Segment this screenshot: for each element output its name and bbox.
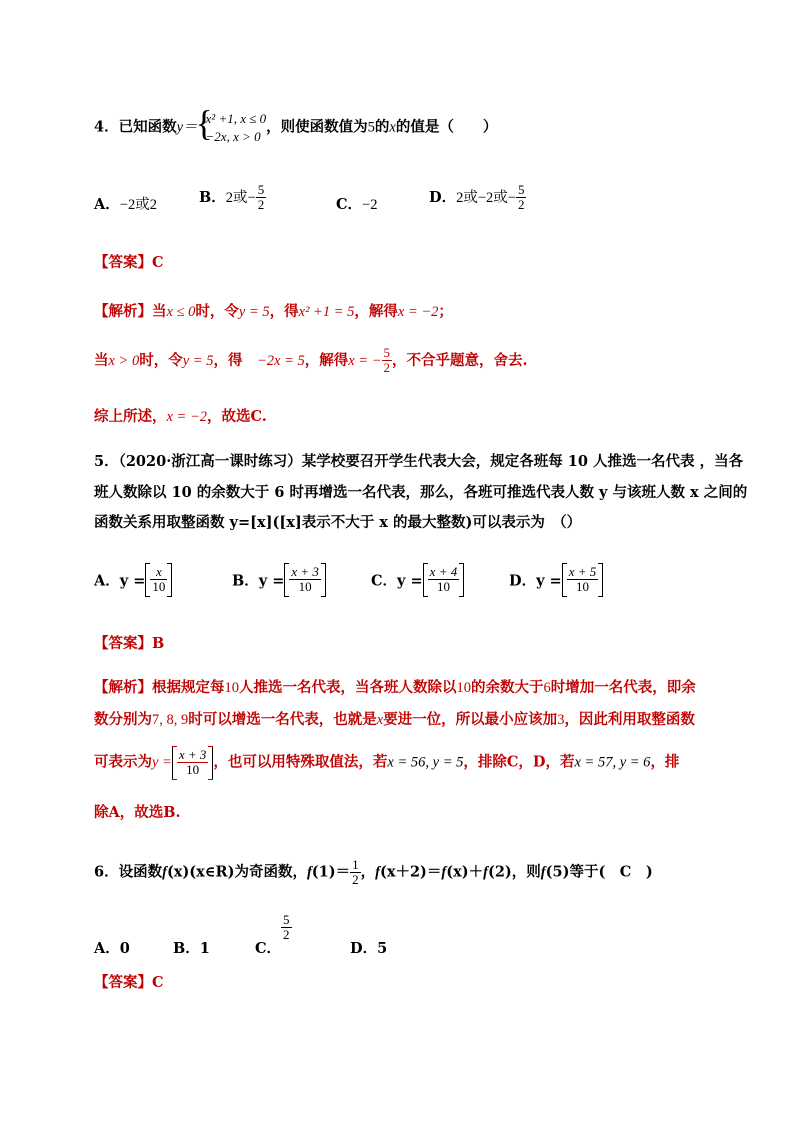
t: ，排 [650,753,680,771]
m: f [483,864,488,881]
n: 10 [456,680,471,696]
q4-option-b-value: 2或− [225,189,256,206]
q5-option-a-label: A．y = [94,572,146,590]
q4-expl-frac [382,346,393,376]
q6-half-num: 1 [352,857,359,872]
q4-option-d-value: 2或−2或− [456,189,516,206]
q4-answer: 【答案】C [94,254,164,271]
t: ，排除C，D，若 [463,753,575,771]
q5-option-c-label: C．y = [371,572,423,590]
q4-option-a-label: A． [94,196,120,213]
q4-piecewise [198,110,267,145]
q5-explanation-2 [94,713,695,728]
q5-option-a-num: x [150,565,167,580]
q4-five: 5 [367,119,375,136]
q5-option-b-label: B．y = [232,572,285,590]
t: 当 [152,303,167,320]
t: (x＋2)＝ [379,863,442,881]
m: x = −2 [397,304,439,320]
m: x > 0 [108,352,140,369]
q5-stem-line2: 班人数除以 10 的余数大于 6 时再增选一名代表，那么，各班可推选代表人数 y 与该班人数 x 之间的 [94,484,748,501]
q4-option-b [199,183,266,213]
q4-explanation-3 [94,410,267,425]
q4-frac-den-d: 2 [517,197,525,213]
m: x [376,712,384,728]
t: 根据规定每 [152,679,225,696]
q4-piece1: { x² +1, x ≤ 0 [205,111,267,126]
q6-option-d: D．5 [350,940,388,957]
t: 可表示为 [94,753,152,771]
q5-option-b [232,563,326,597]
t: 当 [94,351,109,369]
q5-option-b-den: 10 [298,579,312,595]
m: f [306,864,312,881]
m: x = 56, y = 5 [387,754,464,771]
q5-option-d-num: x + 5 [568,564,597,579]
n: 10 [224,680,239,696]
q5-option-a [94,563,172,597]
m: f [162,864,167,881]
q4-explanation-2 [94,346,528,376]
q4-stem [94,110,497,145]
q4-option-a-value: −2或2 [119,197,157,213]
q6-stem [94,858,653,888]
t: 数分别为 [94,711,152,728]
q6-half [350,858,361,888]
t: ； [438,303,453,320]
m: −2x = 5 [256,352,305,369]
t: ， [360,863,376,881]
m: x = 57, y = 6 [574,754,651,771]
q5-option-c-num: x + 4 [429,564,458,579]
t: 的余数大于 [471,679,544,696]
t: 人推选一名代表，当各班人数除以 [239,679,457,696]
q4-x: x [389,119,396,136]
q4-frac-num-d: 5 [517,182,525,197]
q4-stem-text: 4．已知函数 [94,118,177,136]
t: (x)＋ [446,863,484,881]
t: ，得 [269,303,299,320]
t: 时可以增选一名代表，也就是 [188,711,377,728]
q6-option-c-num: 5 [283,912,290,927]
q5-explanation-4: 除A，故选B. [94,804,181,821]
q5-option-c [371,563,464,597]
t: (x)(x∈R)为奇函数， [166,863,307,881]
q4-option-b-label: B． [199,188,226,206]
m: y = [152,754,172,771]
t: ，不合乎题意，舍去. [392,351,528,369]
t: 要进一位，所以最小应该加 [383,711,558,728]
q5-option-b-bracket [284,563,326,597]
q5-option-d [509,563,603,597]
q4-option-d [429,183,526,213]
q4-option-d-frac [516,183,527,213]
q6-half-den: 2 [352,872,359,888]
n: 3 [557,712,565,728]
q5-stem-line1: 5．（2020·浙江高一课时练习）某学校要召开学生代表大会，规定各班每 10 人推选一名代表 ，当各 [94,453,744,470]
q4-stem-post: 的值是（ ） [395,118,498,136]
n: 7, 8, 9 [152,712,189,728]
q4-expl-frac-den: 2 [383,360,390,376]
m: f [540,864,546,881]
t: 时增加一名代表，即余 [550,679,696,696]
m: y = 5 [238,304,270,320]
q5-option-b-num: x + 3 [291,564,319,579]
q4-expl-frac-num: 5 [383,345,390,360]
m: x = −2 [166,409,208,425]
q5-stem-line3: 函数关系用取整函数 y=[x]([x]表示不大于 x 的最大整数)可以表示为 （） [94,514,582,531]
q4-option-d-label: D． [429,188,457,206]
q4-stem-mid: ，则使函数值为 [266,118,368,136]
q6-answer: 【答案】C [94,974,164,991]
t: ，解得 [354,303,398,320]
m: x² +1 = 5 [298,304,355,320]
q6-option-c [255,913,292,958]
q4-frac-num: 5 [257,182,265,197]
t: ，也可以用特殊取值法，若 [213,753,388,771]
q6-option-c-label: C． [255,940,282,957]
q4-option-b-frac [256,183,267,213]
q5-explanation-3 [94,746,679,780]
q5-option-c-bracket [423,563,465,597]
n: 6 [543,680,551,696]
q6-option-c-den: 2 [283,927,290,943]
q5-option-a-bracket [145,563,172,597]
q5-explanation-1 [94,681,696,696]
q6-option-a: A．0 [94,940,130,957]
q4-option-c-label: C． [336,196,363,213]
q4-option-c-value: −2 [362,197,378,213]
q4-stem-mid2: 的 [374,118,390,136]
q5-option-a-den: 10 [152,579,166,595]
m: x ≤ 0 [166,304,196,320]
t: (2)，则 [487,863,541,881]
m: y = 5 [182,352,214,369]
t: 时，令 [195,303,239,320]
q4-expl-tag: 【解析】 [94,303,152,320]
m: x = − [348,352,382,369]
m: f [441,864,447,881]
q6-option-c-frac [281,913,292,943]
q4-option-a [94,193,157,214]
q5-expl-tag: 【解析】 [94,679,152,696]
q5-option-c-den: 10 [436,579,450,595]
m: f [375,864,380,881]
q5-option-d-bracket [562,563,604,597]
t: (5)等于( C ) [545,863,653,881]
t: 时，令 [139,351,183,369]
q5-expl-num: x + 3 [178,747,207,762]
q4-explanation-1 [94,305,453,320]
q5-option-d-label: D．y = [509,572,562,590]
t: ，得 [213,351,257,369]
q5-expl-den: 10 [186,762,200,778]
q4-option-c [336,193,377,214]
q4-piece2: −2x, x > 0 [205,128,261,144]
t: 6．设函数 [94,863,163,881]
q4-frac-den: 2 [257,197,265,213]
q5-option-d-den: 10 [575,579,589,595]
t: 综上所述， [94,408,167,425]
q5-answer: 【答案】B [94,635,165,652]
q6-option-b: B．1 [173,940,210,957]
t: (1)＝ [311,863,351,881]
t: ，故选C. [207,408,267,425]
t: ，因此利用取整函数 [564,711,695,728]
q4-y: y＝ [176,119,198,136]
t: ，解得 [304,351,349,369]
q5-expl-bracket [172,746,214,780]
